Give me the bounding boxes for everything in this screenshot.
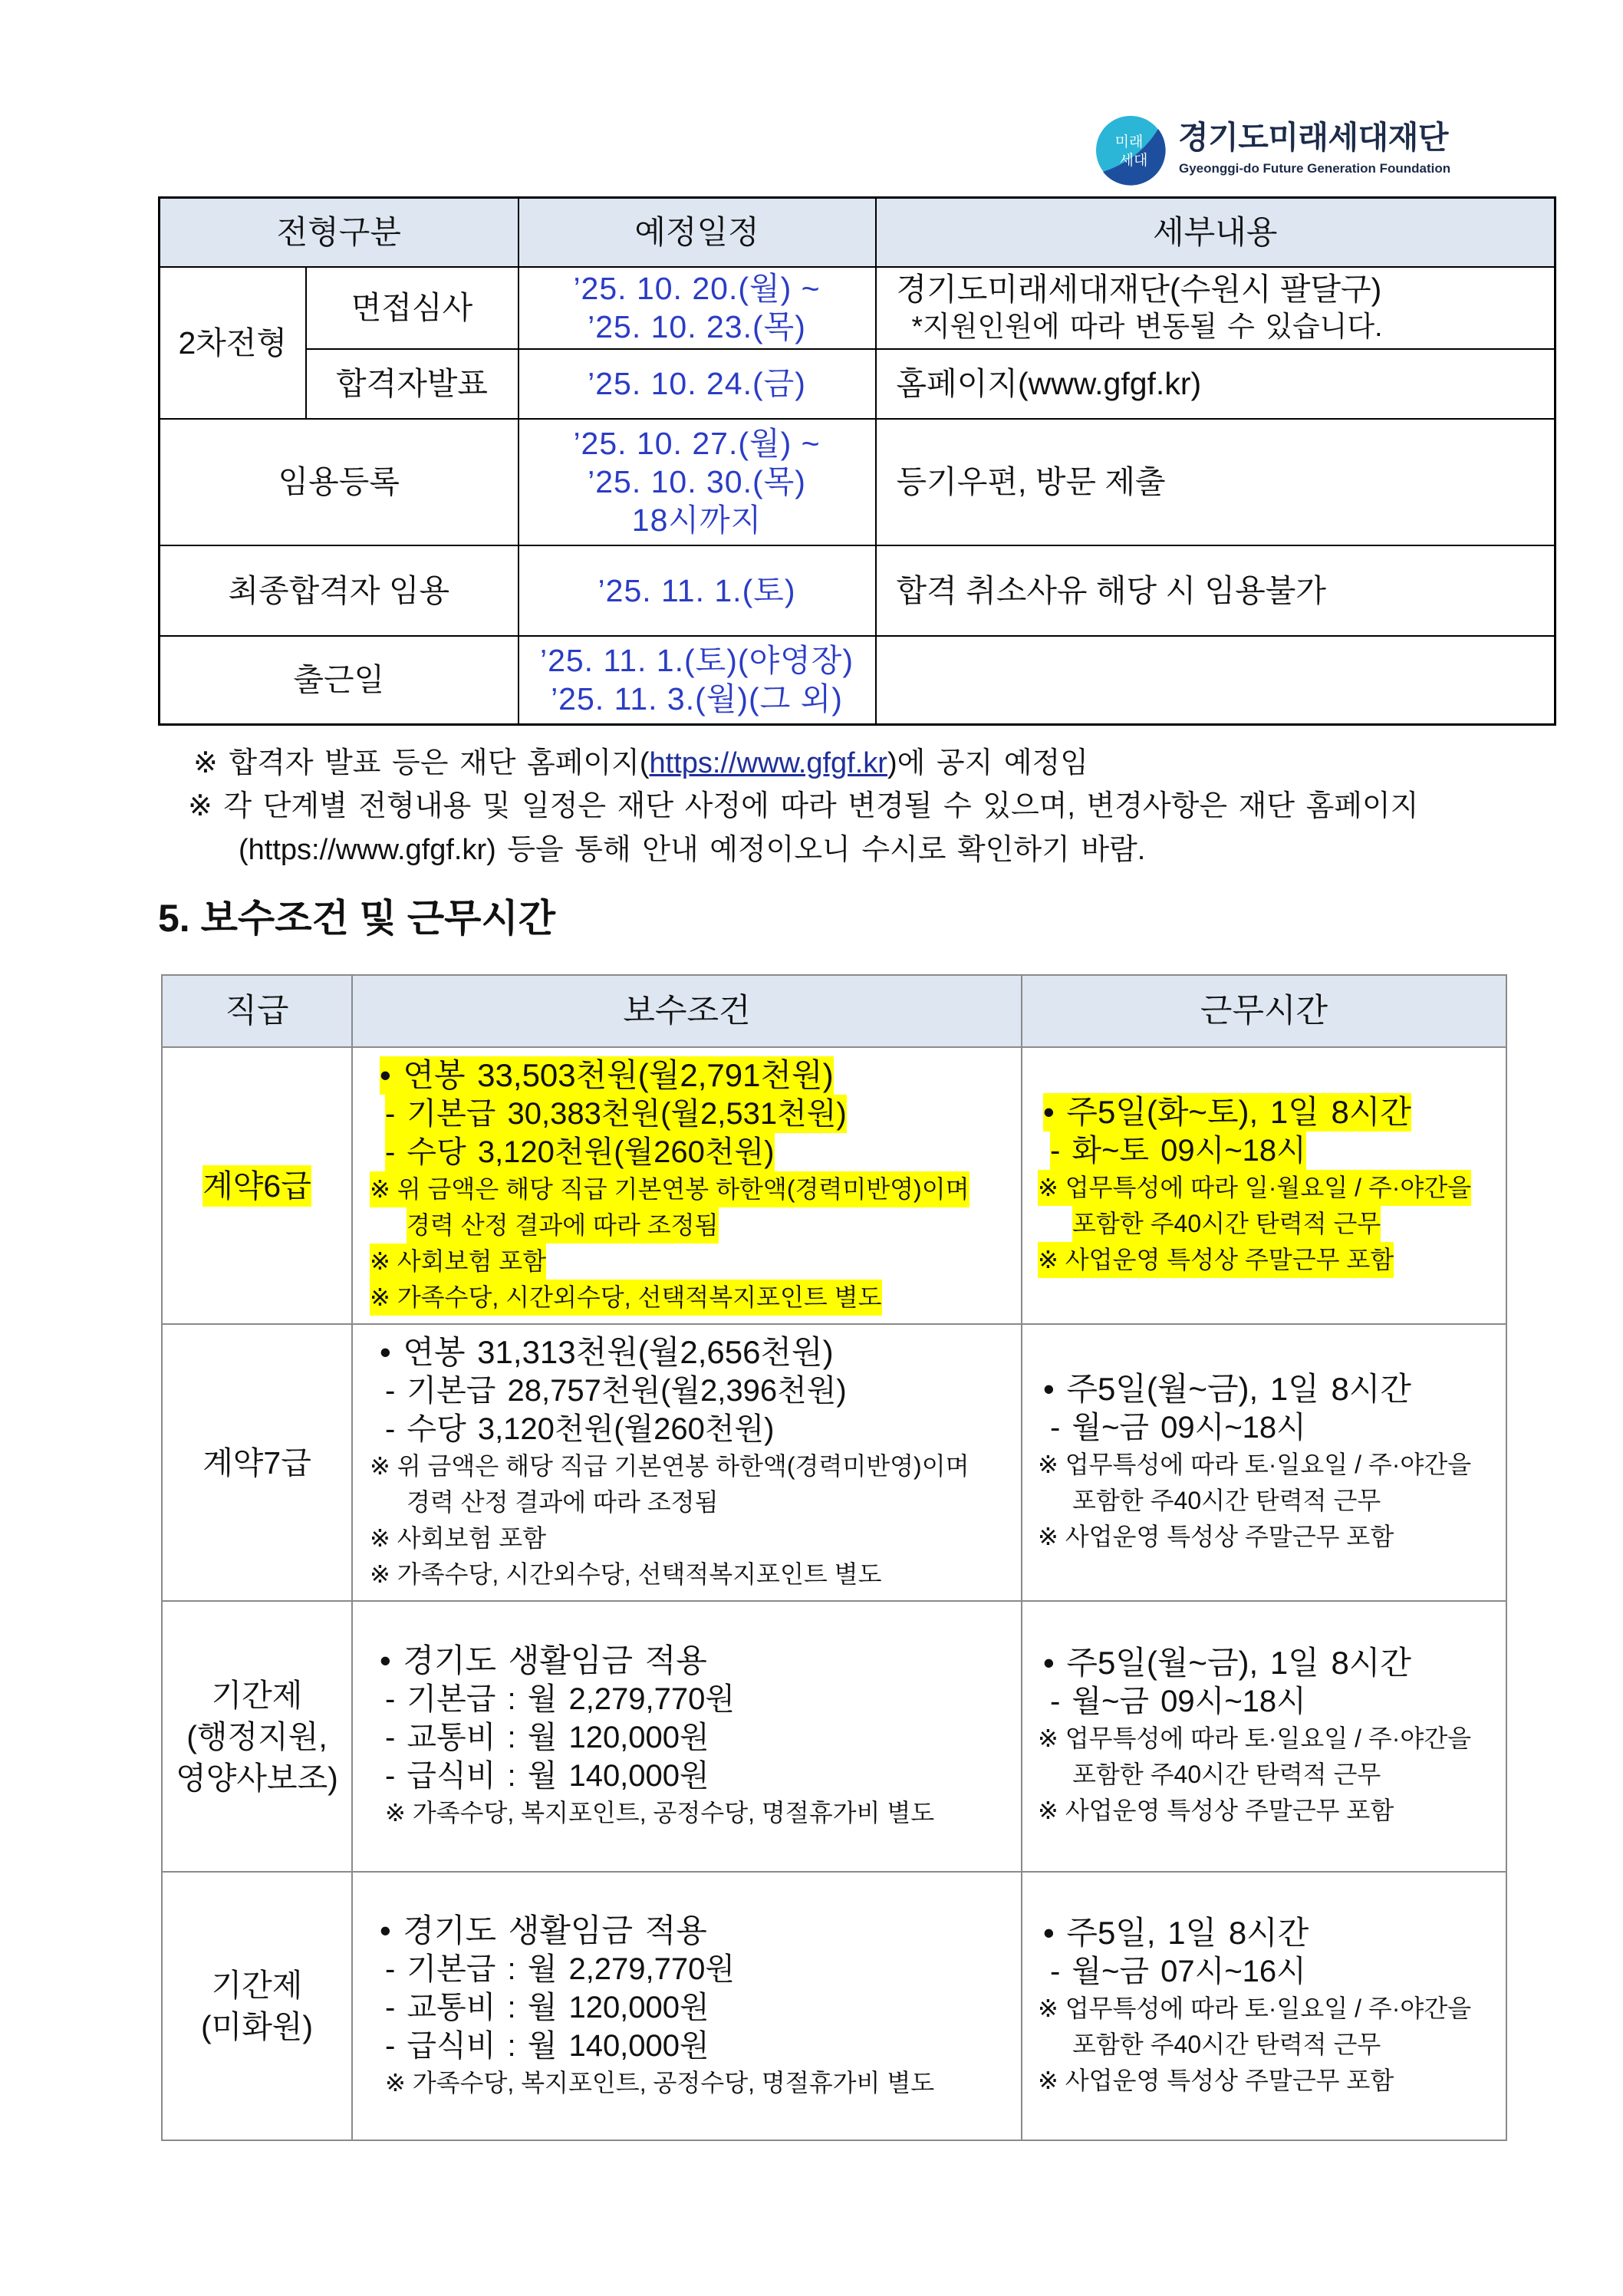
pay-item: [385, 1988, 1021, 2027]
stage-date: [519, 636, 876, 725]
stage-detail: [876, 267, 1556, 349]
work-time: - 월~금 09시~18시: [1050, 1411, 1306, 1444]
pay-row: [162, 1324, 1506, 1601]
pay-main: [380, 1912, 1021, 1950]
header-category: 전형구분: [160, 198, 519, 267]
logo-mark-text-1: 미래: [1114, 133, 1144, 150]
hours-note: [1038, 1519, 1506, 1555]
pay-note-text: ※ 사회보험 포함: [370, 1244, 546, 1280]
pay-item: [385, 1133, 1021, 1171]
hours-note-text: ※ 업무특성에 따라 일·월요일 / 주·야간을: [1038, 1170, 1471, 1206]
hours-cell: [1022, 1324, 1506, 1601]
hours-note: [1038, 1447, 1506, 1483]
stage-detail: [876, 545, 1556, 636]
date-line: ’25. 11. 1.(토)(야영장): [539, 643, 854, 679]
stage-date: [519, 419, 876, 545]
note-schedule-change-cont: (https://www.gfgf.kr) 등을 통해 안내 예정이오니 수시로 확인하기 바람.: [239, 834, 1146, 866]
hours-cell: [1022, 1601, 1506, 1872]
work-days: • 주5일(화~토), 1일 8시간: [1043, 1094, 1411, 1130]
pay-item: [385, 1757, 1021, 1795]
header-pay: 보수조건: [352, 975, 1022, 1047]
stage-name: 최종합격자 임용: [160, 545, 519, 636]
hours-note-text: ※ 사업운영 특성상 주말근무 포함: [1038, 1523, 1394, 1550]
org-name: 경기도미래세대재단: [1178, 120, 1448, 155]
pay-note: [407, 1207, 1021, 1244]
pay-note-text: ※ 가족수당, 시간외수당, 선택적복지포인트 별도: [370, 1560, 882, 1588]
grade-line: [163, 1675, 351, 1716]
pay-main: [380, 1056, 1021, 1095]
hours-note-text: ※ 사업운영 특성상 주말근무 포함: [1038, 1797, 1394, 1824]
stage-detail: [876, 419, 1556, 545]
hours-note-text: ※ 업무특성에 따라 토·일요일 / 주·야간을: [1038, 1451, 1472, 1478]
detail-subnote: *지원인원에 따라 변동될 수 있습니다.: [911, 311, 1383, 342]
stage-name: 임용등록: [160, 419, 519, 545]
grade-label: (미화원): [200, 2009, 314, 2044]
grade-cell: [162, 1872, 352, 2140]
header-date: 예정일정: [519, 198, 876, 267]
detail-line: 경기도미래세대재단(수원시 팔달구): [896, 272, 1382, 307]
pay-note-text: ※ 위 금액은 해당 직급 기본연봉 하한액(경력미반영)이며: [370, 1451, 970, 1480]
schedule-row: [160, 636, 1556, 725]
grade-line: [163, 1165, 351, 1207]
grade-line: [163, 1716, 351, 1757]
hours-item: [1050, 1132, 1506, 1170]
pay-note: [370, 1280, 1021, 1316]
grade-line: [163, 1965, 351, 2006]
grade-label: (행정지원,: [186, 1718, 328, 1754]
living-wage: • 경기도 생활임금 적용: [380, 1912, 707, 1948]
pay-cell: [352, 1872, 1022, 2140]
hours-item: [1050, 1682, 1506, 1721]
transport-allowance: - 교통비 : 월 120,000원: [385, 1721, 709, 1754]
pay-note: [370, 1520, 1021, 1556]
pay-note: [385, 1795, 1021, 1831]
date-line: ’25. 10. 20.(월) ~: [573, 271, 821, 306]
hours-note-text: ※ 업무특성에 따라 토·일요일 / 주·야간을: [1038, 1724, 1472, 1752]
note-text: )에 공지 예정임: [887, 747, 1088, 779]
allowance: - 수당 3,120천원(월260천원): [385, 1412, 775, 1446]
stage-name: 출근일: [160, 636, 519, 725]
stage-name: 면접심사: [306, 267, 519, 349]
date-line: 18시까지: [631, 502, 762, 538]
date-line: ’25. 10. 27.(월) ~: [573, 426, 821, 461]
work-time: - 월~금 09시~18시: [1050, 1685, 1306, 1718]
hours-note: [1072, 2027, 1506, 2063]
pay-note-text: ※ 가족수당, 복지포인트, 공정수당, 명절휴가비 별도: [385, 2068, 935, 2097]
schedule-row: [160, 349, 1556, 419]
detail-line: 합격 취소사유 해당 시 임용불가: [896, 572, 1326, 608]
pay-main: [380, 1642, 1021, 1680]
grade-label: 기간제: [211, 1677, 303, 1713]
hours-note: [1072, 1483, 1506, 1519]
meal-allowance: - 급식비 : 월 140,000원: [385, 1759, 709, 1793]
hours-note: [1038, 1242, 1506, 1278]
pay-item: [385, 1680, 1021, 1718]
date-line: ’25. 10. 24.(금): [588, 366, 806, 401]
note-announcement: [193, 742, 1088, 785]
hours-note-text: 포함한 주40시간 탄력적 근무: [1072, 1206, 1381, 1242]
detail-line: 등기우편, 방문 제출: [896, 464, 1166, 499]
detail-line: 홈페이지(www.gfgf.kr): [896, 366, 1202, 401]
grade-line: [163, 1757, 351, 1799]
org-name-en: Gyeonggi-do Future Generation Foundation: [1179, 161, 1451, 176]
pay-item: [385, 1718, 1021, 1757]
note-schedule-change: ※ 각 단계별 전형내용 및 일정은 재단 사정에 따라 변경될 수 있으며, 변경사항은 재단 홈페이지: [188, 790, 1419, 822]
hours-main: [1043, 1644, 1506, 1682]
pay-row: [162, 1047, 1506, 1324]
grade-label: 계약7급: [202, 1444, 311, 1481]
pay-cell: [352, 1601, 1022, 1872]
work-time: - 월~금 07시~16시: [1050, 1954, 1306, 1988]
foundation-logo: [1092, 112, 1491, 186]
pay-note: [370, 1448, 1021, 1484]
hours-note-text: 포함한 주40시간 탄력적 근무: [1072, 1487, 1381, 1514]
grade-cell: [162, 1601, 352, 1872]
pay-item: [385, 2027, 1021, 2065]
logo-mark-text-2: 세대: [1119, 152, 1148, 169]
stage-name: 합격자발표: [306, 349, 519, 419]
date-line: ’25. 11. 1.(토): [598, 572, 796, 608]
pay-cell: [352, 1047, 1022, 1324]
hours-cell: [1022, 1047, 1506, 1324]
hours-note: [1038, 1170, 1506, 1206]
meal-allowance: - 급식비 : 월 140,000원: [385, 2028, 709, 2063]
pay-item: [385, 1410, 1021, 1448]
stage-date: [519, 267, 876, 349]
grade-cell: [162, 1047, 352, 1324]
hours-note: [1072, 1757, 1506, 1793]
work-time: - 화~토 09시~18시: [1050, 1132, 1306, 1170]
stage-date: [519, 349, 876, 419]
homepage-link[interactable]: https://www.gfgf.kr: [649, 747, 887, 779]
living-wage: • 경기도 생활임금 적용: [380, 1642, 707, 1678]
stage-date: [519, 545, 876, 636]
grade-label: 계약6급: [202, 1165, 311, 1207]
foundation-logo-icon: [1092, 112, 1169, 189]
schedule-table: [158, 196, 1556, 726]
pay-item: [385, 1372, 1021, 1410]
pay-note-text: 경력 산정 결과에 따라 조정됨: [407, 1207, 719, 1244]
header-grade: 직급: [162, 975, 352, 1047]
base-pay: - 기본급 : 월 2,279,770원: [385, 1682, 736, 1716]
pay-cell: [352, 1324, 1022, 1601]
hours-main: [1043, 1914, 1506, 1952]
hours-main: [1043, 1093, 1506, 1132]
schedule-row: [160, 545, 1556, 636]
pay-note: [385, 2065, 1021, 2101]
hours-cell: [1022, 1872, 1506, 2140]
grade-cell: [162, 1324, 352, 1601]
header-detail: 세부내용: [876, 198, 1556, 267]
pay-header-row: [162, 975, 1506, 1047]
annual-salary: • 연봉 31,313천원(월2,656천원): [380, 1333, 834, 1370]
hours-note: [1072, 1206, 1506, 1242]
pay-main: [380, 1333, 1021, 1372]
pay-note-text: ※ 사회보험 포함: [370, 1524, 547, 1552]
base-pay: - 기본급 28,757천원(월2,396천원): [385, 1373, 847, 1408]
stage-detail: [876, 349, 1556, 419]
pay-note-text: ※ 가족수당, 복지포인트, 공정수당, 명절휴가비 별도: [385, 1799, 935, 1827]
hours-note-text: ※ 사업운영 특성상 주말근무 포함: [1038, 2066, 1394, 2094]
hours-note: [1038, 1721, 1506, 1757]
header-hours: 근무시간: [1022, 975, 1506, 1047]
pay-row: [162, 1872, 1506, 2140]
section-title: 5. 보수조건 및 근무시간: [158, 897, 556, 940]
pay-table: [161, 974, 1507, 2141]
hours-note: [1038, 2063, 1506, 2099]
grade-line: [163, 2006, 351, 2047]
hours-note-text: 포함한 주40시간 탄력적 근무: [1072, 1761, 1381, 1788]
grade-label: 영양사보조): [176, 1760, 338, 1796]
hours-note: [1038, 1793, 1506, 1829]
pay-note: [370, 1244, 1021, 1280]
base-pay: - 기본급 : 월 2,279,770원: [385, 1952, 736, 1986]
grade-line: [163, 1442, 351, 1484]
base-pay: - 기본급 30,383천원(월2,531천원): [385, 1095, 847, 1133]
schedule-row: [160, 419, 1556, 545]
date-line: ’25. 10. 23.(목): [588, 309, 806, 344]
stage-detail-empty: [876, 636, 1556, 725]
hours-main: [1043, 1370, 1506, 1408]
hours-note-text: ※ 업무특성에 따라 토·일요일 / 주·야간을: [1038, 1994, 1472, 2022]
pay-note-text: 경력 산정 결과에 따라 조정됨: [407, 1487, 719, 1516]
pay-row: [162, 1601, 1506, 1872]
schedule-header-row: [160, 198, 1556, 267]
grade-label: 기간제: [211, 1968, 303, 2003]
annual-salary: • 연봉 33,503천원(월2,791천원): [380, 1056, 834, 1093]
hours-item: [1050, 1952, 1506, 1991]
date-line: ’25. 10. 30.(목): [588, 464, 806, 499]
transport-allowance: - 교통비 : 월 120,000원: [385, 1990, 709, 2024]
date-line: ’25. 11. 3.(월)(그 외): [551, 681, 843, 717]
allowance: - 수당 3,120천원(월260천원): [385, 1133, 775, 1171]
pay-note: [407, 1484, 1021, 1520]
work-days: • 주5일(월~금), 1일 8시간: [1043, 1645, 1411, 1681]
pay-item: [385, 1950, 1021, 1988]
schedule-row: [160, 267, 1556, 349]
note-text: ※ 합격자 발표 등은 재단 홈페이지(: [193, 747, 650, 779]
pay-note: [370, 1171, 1021, 1207]
hours-item: [1050, 1408, 1506, 1447]
work-days: • 주5일(월~금), 1일 8시간: [1043, 1371, 1411, 1407]
work-days: • 주5일, 1일 8시간: [1043, 1914, 1309, 1951]
pay-item: [385, 1095, 1021, 1133]
round2-label: 2차전형: [160, 267, 306, 419]
pay-note: [370, 1556, 1021, 1593]
hours-note-text: ※ 사업운영 특성상 주말근무 포함: [1038, 1242, 1394, 1278]
hours-note: [1038, 1991, 1506, 2027]
hours-note-text: 포함한 주40시간 탄력적 근무: [1072, 2030, 1381, 2058]
pay-note-text: ※ 위 금액은 해당 직급 기본연봉 하한액(경력미반영)이며: [370, 1171, 970, 1207]
pay-note-text: ※ 가족수당, 시간외수당, 선택적복지포인트 별도: [370, 1280, 882, 1316]
